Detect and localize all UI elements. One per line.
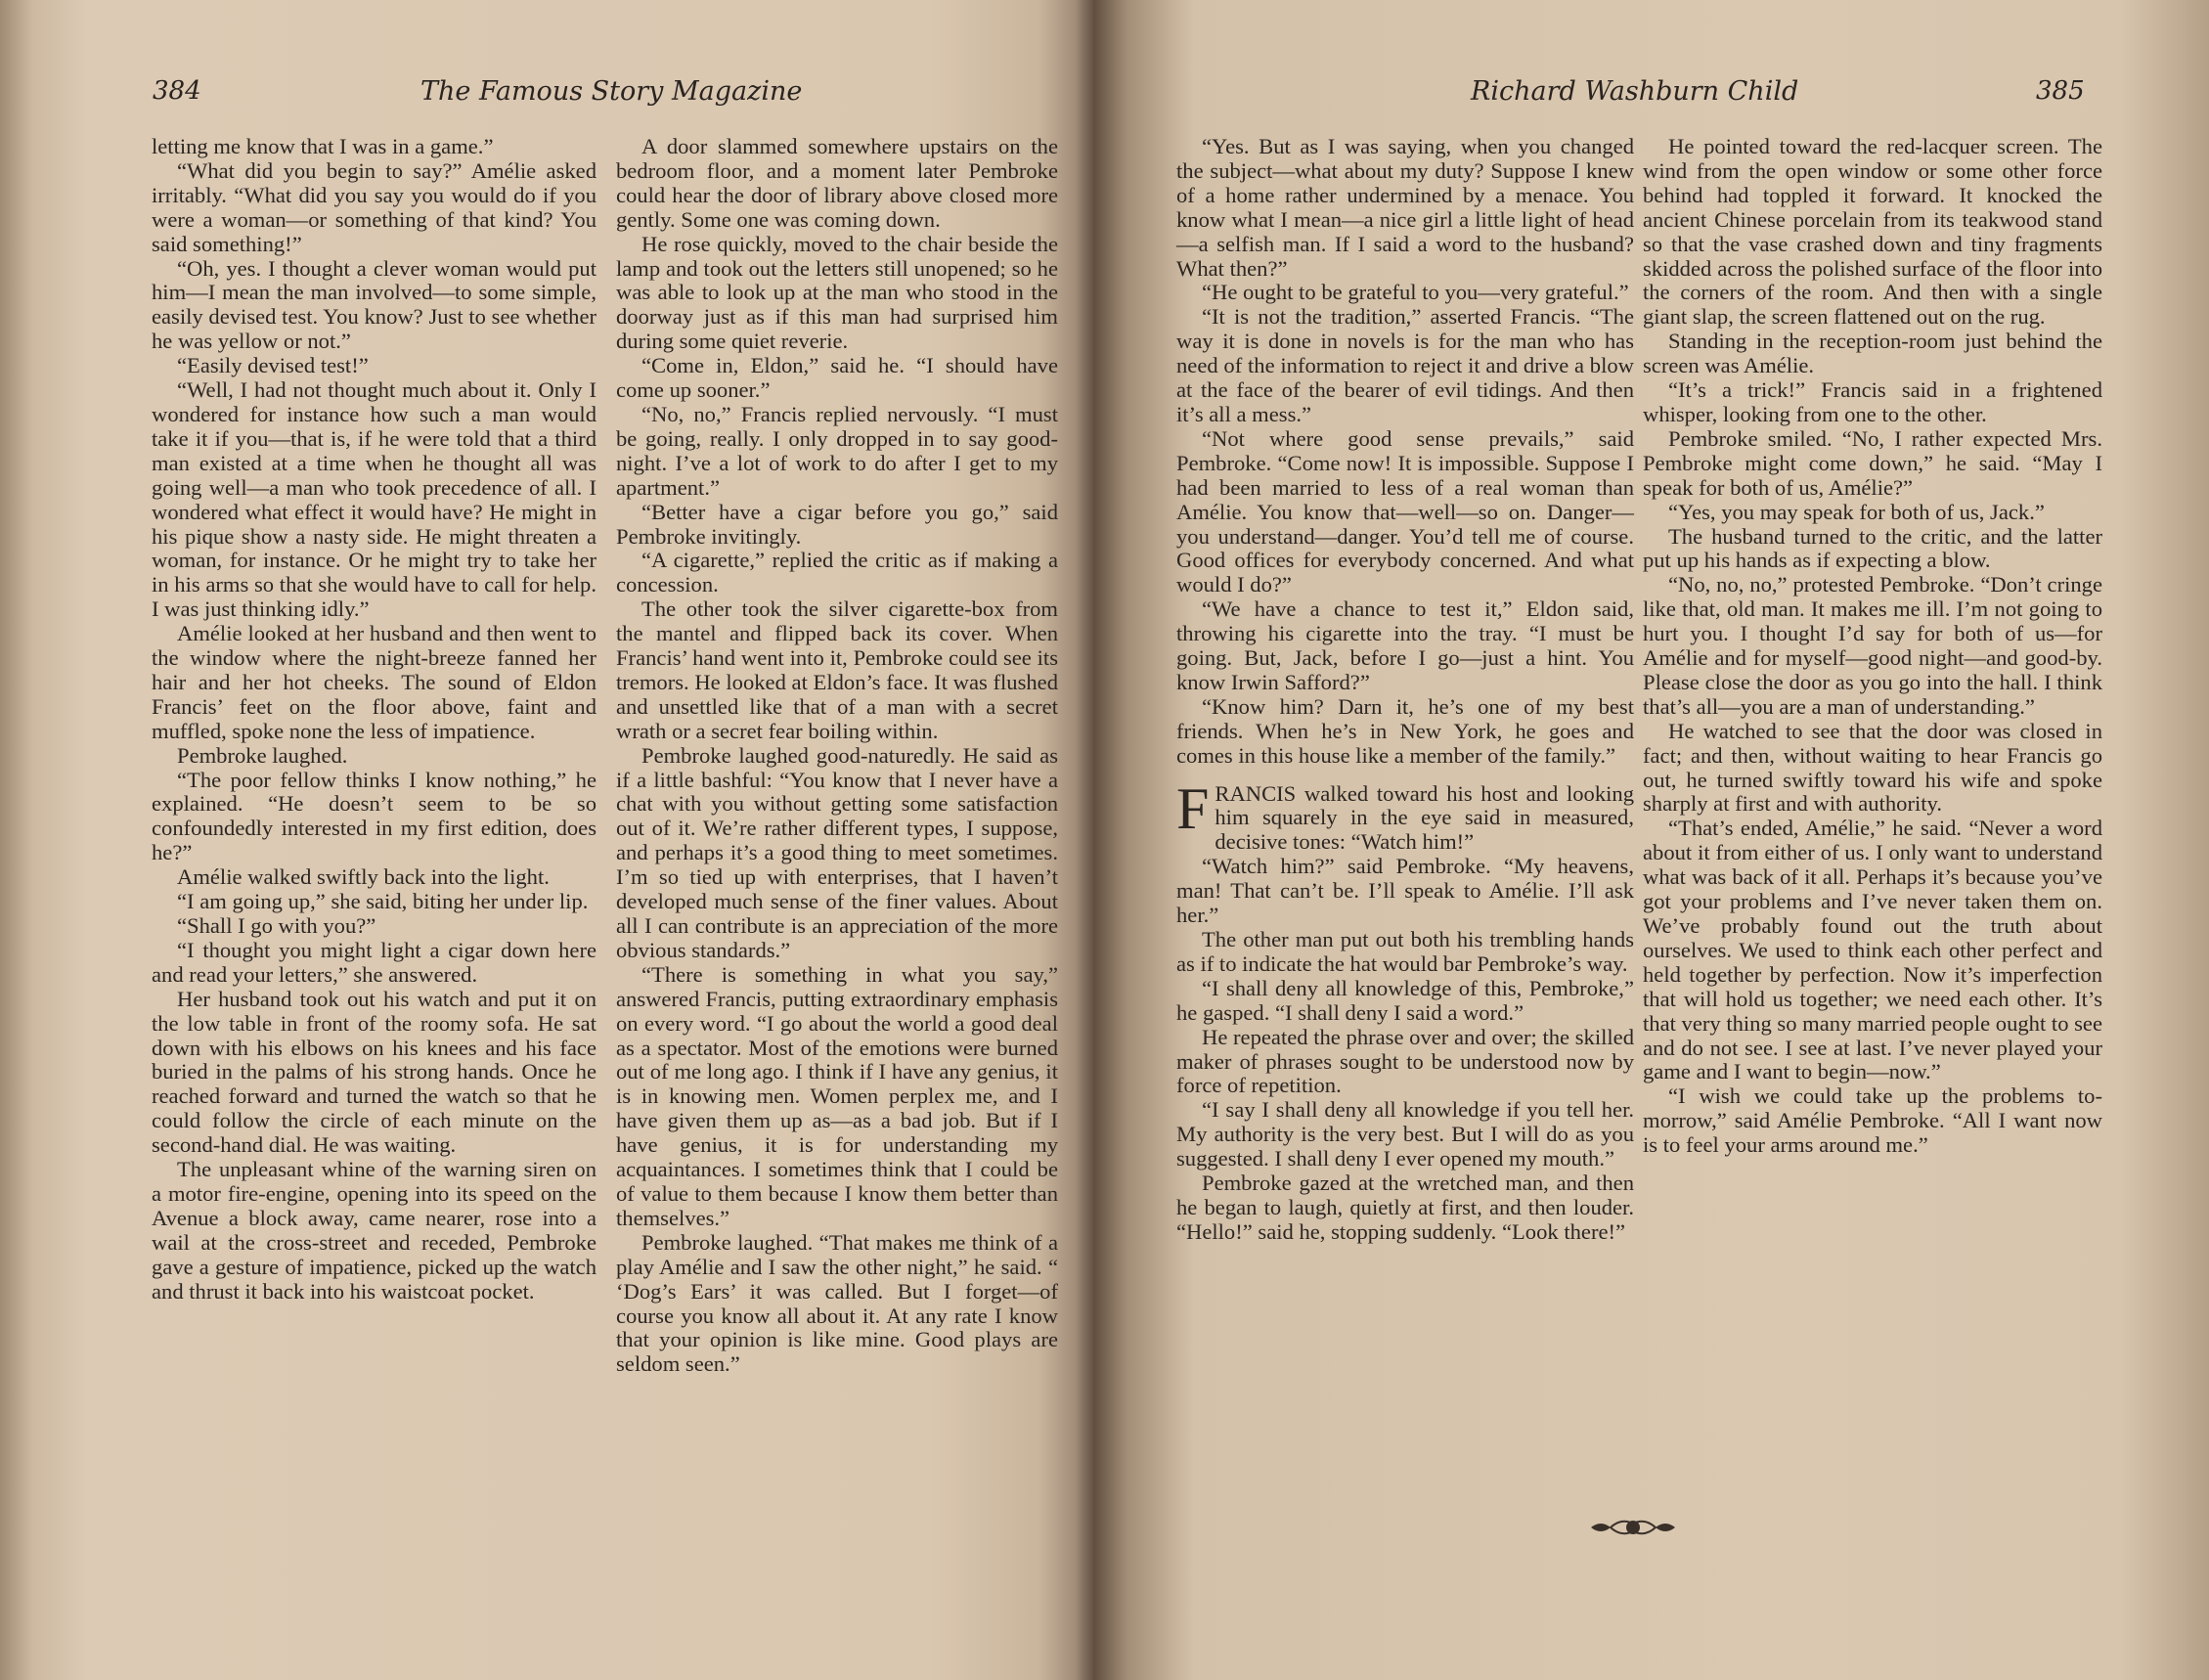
text-column-3: [1176, 135, 1634, 1245]
paragraph: “I wish we could take up the problems to-morrow,” said Amélie Pembroke. “All I want now is to feel your arms around me.”: [1643, 1083, 2102, 1158]
paragraph: “We have a chance to test it,” Eldon said, throwing his cigarette into the tray. “I must be going. But, Jack, before I go—just a hint. You know Irwin Safford?”: [1176, 597, 1634, 694]
paragraph: Her husband took out his watch and put it on the low table in front of the roomy sofa. He sat down with his elbows on his knees and his face buried in the palms of his strong hands. Once he reached forward and turned the watch so that he could follow the circle of each minute on the second-hand dial. He was waiting.: [152, 986, 596, 1158]
paragraph: “Shall I go with you?”: [177, 913, 376, 938]
running-head-left: The Famous Story Magazine: [420, 76, 803, 107]
text-column-1: [152, 135, 596, 1304]
paragraph: “Know him? Darn it, he’s one of my best friends. When he’s in New York, he goes and comes in this house like a member of the family.”: [1176, 693, 1634, 768]
paragraph: “The poor fellow thinks I know nothing,” he explained. “He doesn’t seem to be so confoundedly interested in my first edition, does he?”: [152, 767, 596, 865]
paragraph: The unpleasant whine of the warning siren on a motor fire-engine, opening into its speed on the Avenue a block away, came nearer, rose into a wail at the cross-street and receded, Pembroke gave a gesture of impatience, picked up the watch and thrust it back into his waistcoat pocket.: [152, 1157, 596, 1304]
paragraph: Pembroke laughed.: [177, 742, 348, 768]
text-column-4: [1643, 135, 2102, 1158]
tailpiece-ornament-icon: [1589, 1514, 1677, 1541]
paragraph: He pointed toward the red-lacquer screen. The wind from the open window or some other force behind had toppled it forward. It knocked the ancient Chinese porcelain from its teakwood stand so that the vase crashed down and tiny fragments skidded across the polished surface of the floor into the corners of the room. And then with a single giant slap, the screen flattened out on the rug.: [1643, 134, 2102, 330]
paragraph: “Yes, you may speak for both of us, Jack.”: [1668, 499, 2045, 524]
paragraph: “Not where good sense prevails,” said Pembroke. “Come now! It is impossible. Suppose I had been married to less of a real woman than Amélie. You know that—well—so on. Danger—you understand—danger. You’d tell me of course. Good offices for everybody concerned. And what would I do?”: [1176, 425, 1634, 597]
paragraph: “There is something in what you say,” answered Francis, putting extraordinary emphasis on every word. “I go about the world a good deal as a spectator. Most of the emotions were burned out of me long ago. I think if I have any genius, it is in knowing men. Women perplex me, and I have given them up as—as a bad job. But if I have genius, it is for understanding my acquaintances. I sometimes think that I could be of value to them because I know them better than themselves.”: [616, 961, 1058, 1230]
paragraph: Pembroke laughed good-naturedly. He said as if a little bashful: “You know that I never have a chat with you without getting some satisfaction out of it. We’re rather different types, I suppose, and perhaps it’s a good thing to meet sometimes. I’m so tied up with enterprises, that I haven’t developed much sense of the finer values. About all I can contribute is an appreciation of the more obvious standards.”: [616, 742, 1058, 962]
paragraph: He rose quickly, moved to the chair beside the lamp and took out the letters still unopened; so he was able to look up at the man who stood in the doorway just as if this man had surprised him during some quiet reverie.: [616, 231, 1058, 354]
left-page: [0, 0, 1093, 1680]
paragraph: “I say I shall deny all knowledge if you tell her. My authority is the very best. But I will do as you suggested. I shall deny I ever opened my mouth.”: [1176, 1097, 1634, 1172]
paragraph: “Better have a cigar before you go,” said Pembroke invitingly.: [616, 499, 1058, 549]
paragraph: “It is not the tradition,” asserted Francis. “The way it is done in novels is for the man who has need of the information to reject it and drive a blow at the face of the bearer of evil tidings. And then it’s all a mess.”: [1176, 304, 1634, 426]
page-number-left: 384: [153, 76, 201, 106]
paragraph: Amélie looked at her husband and then went to the window where the night-breeze fanned her hair and her hot cheeks. The sound of Eldon Francis’ feet on the floor above, faint and muffled, spoke none the less of impatience.: [152, 621, 596, 743]
paragraph: He watched to see that the door was closed in fact; and then, without waiting to hear Francis go out, he turned swiftly toward his wife and spoke sharply at first and with authority.: [1643, 718, 2102, 817]
paragraph: “Well, I had not thought much about it. Only I wondered for instance how such a man would take it if you—that is, if he were told that a third man existed at a time when he thought all was going well—a man who took precedence of all. I wondered what effect it would have? He might in his pique show a nasty side. He might threaten a woman, for instance. Or he might try to take her in his arms so that she would have to call for help. I was just thinking idly.”: [152, 377, 596, 622]
paragraph: “A cigarette,” replied the critic as if making a concession.: [616, 548, 1058, 597]
right-page: [1093, 0, 2209, 1680]
paragraph: Amélie walked swiftly back into the light.: [177, 864, 550, 890]
paragraph: “Yes. But as I was saying, when you changed the subject—what about my duty? Suppose I knew of a home rather undermined by a menace. You know what I mean—a nice girl a little light of head—a selfish man. If I said a word to the husband? What then?”: [1176, 134, 1634, 281]
dropcap-paragraph-text: RANCIS walked toward his host and looking him squarely in the eye said in measured, decisive tones: “Watch him!”: [1215, 780, 1634, 855]
running-head-right: Richard Washburn Child: [1471, 76, 1799, 107]
page-number-right: 385: [2036, 76, 2085, 106]
paragraph: “What did you begin to say?” Amélie asked irritably. “What did you say you would do if you were a woman—or something of that kind? You said something!”: [152, 157, 596, 256]
paragraph: The husband turned to the critic, and the latter put up his hands as if expecting a blow.: [1643, 523, 2102, 573]
paragraph: Standing in the reception-room just behind the screen was Amélie.: [1643, 329, 2102, 378]
paragraph: letting me know that I was in a game.”: [152, 134, 494, 158]
text-column-2: [616, 135, 1058, 1377]
paragraph: The other took the silver cigarette-box from the mantel and flipped back its cover. When Francis’ hand went into it, Pembroke could see its tremors. He looked at Eldon’s face. It was flushed and unsettled like that of a man with a secret wrath or a secret fear boiling within.: [616, 597, 1058, 743]
paragraph: “It’s a trick!” Francis said in a frightened whisper, looking from one to the other.: [1643, 377, 2102, 426]
paragraph: “That’s ended, Amélie,” he said. “Never a word about it from either of us. I only want to understand what was back of it all. Perhaps it’s because you’ve got your problems and I’ve never taken them on. We’ve probably found out the truth about ourselves. We used to think each other perfect and held together by perfection. Now it’s imperfection that will hold us together; we need each other. It’s that very thing so many married people ought to see and do not see. I see at last. I’ve never played your game and I want to begin—now.”: [1643, 816, 2102, 1084]
paragraph: A door slammed somewhere upstairs on the bedroom floor, and a moment later Pembroke could hear the door of library above closed more gently. Some one was coming down.: [616, 134, 1058, 232]
paragraph: “No, no,” Francis replied nervously. “I must be going, really. I only dropped in to say good-night. I’ve a lot of work to do after I get to my apartment.”: [616, 401, 1058, 500]
paragraph: Pembroke laughed. “That makes me think of a play Amélie and I saw the other night,” he said. “ ‘Dog’s Ears’ it was called. But I forget—of course you know all about it. At any rate I know that your opinion is like mine. Good plays are seldom seen.”: [616, 1229, 1058, 1377]
drop-cap: F: [1176, 775, 1210, 841]
paragraph: He repeated the phrase over and over; the skilled maker of phrases sought to be understood now by force of repetition.: [1176, 1024, 1634, 1098]
paragraph: “I am going up,” she said, biting her under lip.: [177, 889, 589, 914]
paragraph: “No, no, no,” protested Pembroke. “Don’t cringe like that, old man. It makes me ill. I’m not going to hurt you. I thought I’d say for both of us—for Amélie and for myself—good night—and good-by. Please close the door as you go into the hall. I think that’s all—you are a man of understanding.”: [1643, 572, 2102, 719]
paragraph: “Watch him?” said Pembroke. “My heavens, man! That can’t be. I’ll speak to Amélie. I’ll ask her.”: [1176, 854, 1634, 928]
dropcap-paragraph: [1176, 775, 1634, 856]
paragraph: Pembroke smiled. “No, I rather expected Mrs. Pembroke might come down,” he said. “May I speak for both of us, Amélie?”: [1643, 425, 2102, 500]
paragraph: “Come in, Eldon,” said he. “I should have come up sooner.”: [616, 353, 1058, 403]
paragraph: The other man put out both his trembling hands as if to indicate the hat would bar Pembroke’s way.: [1176, 927, 1634, 976]
paragraph: “I thought you might light a cigar down here and read your letters,” she answered.: [152, 937, 596, 987]
paragraph: “He ought to be grateful to you—very grateful.”: [1202, 280, 1629, 305]
paragraph: “Easily devised test!”: [177, 353, 369, 378]
paragraph: Pembroke gazed at the wretched man, and then he began to laugh, quietly at first, and then louder. “Hello!” said he, stopping suddenly. “Look there!”: [1176, 1171, 1634, 1244]
paragraph: “I shall deny all knowledge of this, Pembroke,” he gasped. “I shall deny I said a word.”: [1176, 975, 1634, 1025]
paragraph: “Oh, yes. I thought a clever woman would put him—I mean the man involved—to some simple, easily devised test. You know? Just to see whether he was yellow or not.”: [152, 255, 596, 354]
